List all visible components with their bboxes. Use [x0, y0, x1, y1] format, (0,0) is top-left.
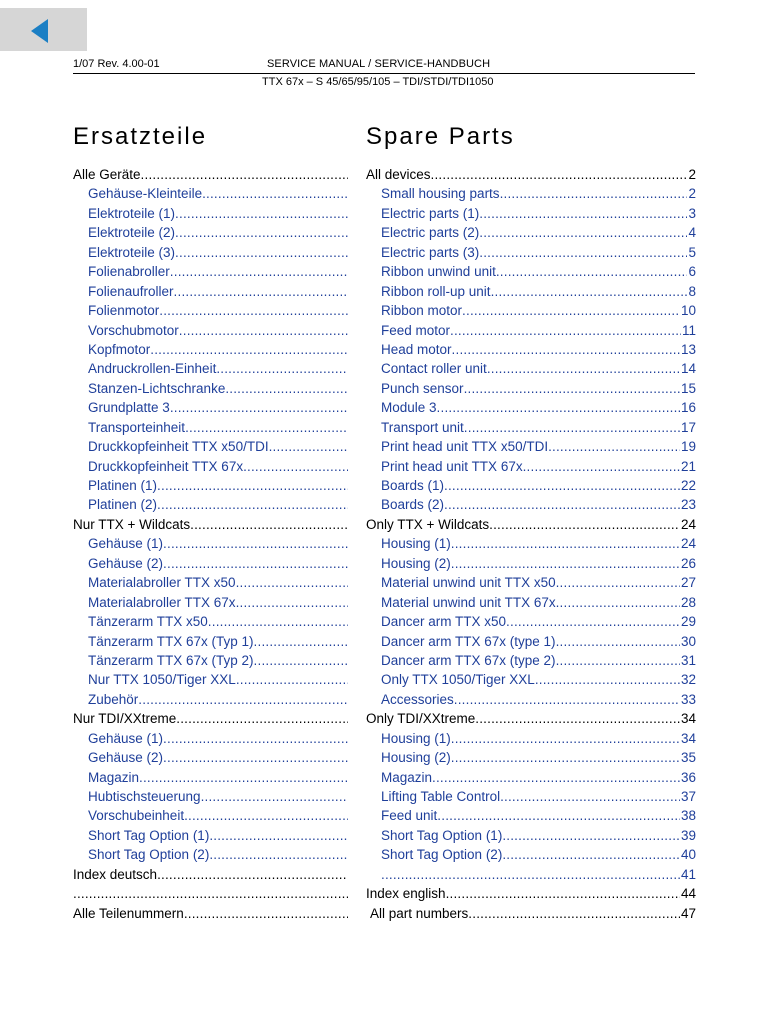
- german-toc-entry[interactable]: [73, 517, 348, 536]
- toc-entry-label: Kopfmotor: [88, 341, 151, 357]
- toc-leader-dots: [175, 206, 348, 221]
- toc-leader-dots: [556, 575, 680, 590]
- toc-entry-page: 19: [680, 439, 696, 455]
- toc-entry-page: 22: [680, 478, 696, 493]
- toc-leader-dots: [462, 303, 680, 318]
- toc-leader-dots: [489, 517, 680, 532]
- toc-leader-dots: [444, 478, 680, 493]
- english-toc-entry[interactable]: [366, 323, 696, 342]
- toc-leader-dots: [506, 614, 680, 629]
- german-toc-entry[interactable]: [73, 381, 348, 400]
- german-toc-entry[interactable]: [73, 478, 348, 497]
- toc-entry-label: Index deutsch: [73, 866, 158, 882]
- english-toc-list: [366, 167, 696, 925]
- toc-entry-page: 4: [688, 225, 696, 241]
- toc-entry-page: 24: [680, 536, 696, 552]
- english-toc-entry[interactable]: [366, 614, 696, 633]
- toc-leader-dots: [464, 420, 680, 435]
- toc-leader-dots: [446, 886, 680, 901]
- english-toc-entry[interactable]: [366, 731, 696, 750]
- english-toc-entry[interactable]: [366, 478, 696, 497]
- toc-entry-page: 33: [680, 691, 696, 707]
- english-toc-entry[interactable]: [366, 186, 696, 205]
- english-toc-entry[interactable]: [366, 847, 696, 866]
- toc-entry-label: Electric parts (3): [381, 244, 480, 260]
- toc-entry-page: 14: [680, 361, 696, 377]
- toc-entry-label: Elektroteile (2): [88, 225, 176, 241]
- german-toc-entry[interactable]: [73, 575, 348, 594]
- toc-leader-dots: [479, 245, 687, 260]
- toc-entry-page: 29: [680, 614, 696, 630]
- english-toc-entry[interactable]: [366, 459, 696, 478]
- toc-entry-page: 13: [680, 341, 696, 357]
- toc-entry-label: Accessories: [381, 691, 454, 707]
- german-toc-entry[interactable]: [73, 186, 348, 205]
- toc-entry-label: Contact roller unit: [381, 361, 487, 377]
- toc-entry-page: 31: [680, 652, 696, 668]
- toc-leader-dots: [523, 459, 680, 474]
- toc-entry-page: 15: [680, 380, 696, 396]
- toc-entry-label: Elektroteile (3): [88, 244, 176, 260]
- german-toc-entry[interactable]: [73, 536, 348, 555]
- german-toc-entry[interactable]: [73, 595, 348, 614]
- english-toc-entry[interactable]: [366, 711, 696, 730]
- toc-leader-dots: [556, 595, 680, 610]
- toc-entry-label: Transporteinheit: [88, 419, 186, 435]
- toc-entry-label: Material unwind unit TTX x50: [381, 575, 556, 591]
- toc-leader-dots: [175, 225, 348, 240]
- toc-leader-dots: [179, 323, 348, 338]
- english-toc-entry[interactable]: [366, 789, 696, 808]
- english-toc-entry[interactable]: [366, 264, 696, 283]
- toc-entry-label: Module 3: [381, 400, 437, 416]
- toc-entry-label: Tänzerarm TTX x50: [88, 614, 208, 630]
- toc-entry-label: Housing (1): [381, 536, 451, 552]
- toc-entry-label: Housing (1): [381, 730, 451, 746]
- toc-leader-dots: [556, 634, 680, 649]
- english-toc-entry[interactable]: [366, 770, 696, 789]
- toc-entry-page: 5: [688, 244, 696, 260]
- toc-leader-dots: [475, 711, 680, 726]
- english-toc-entry[interactable]: [366, 595, 696, 614]
- toc-leader-dots: [452, 342, 680, 357]
- toc-leader-dots: [269, 439, 348, 454]
- toc-entry-page: 39: [680, 827, 696, 843]
- german-toc-entry[interactable]: [73, 770, 348, 789]
- german-toc-entry[interactable]: [73, 847, 348, 866]
- toc-entry-label: Short Tag Option (1): [88, 827, 210, 843]
- toc-entry-label: Folienmotor: [88, 303, 160, 319]
- toc-leader-dots: [170, 264, 348, 279]
- toc-leader-dots: [491, 284, 688, 299]
- german-toc-entry[interactable]: [73, 711, 348, 730]
- toc-entry-label: Druckkopfeinheit TTX x50/TDI: [88, 439, 269, 455]
- back-button[interactable]: [0, 8, 87, 51]
- toc-leader-dots: [209, 847, 348, 862]
- toc-entry-label: Nur TDI/XXtreme: [73, 711, 177, 727]
- toc-entry-page: 6: [688, 264, 696, 280]
- english-toc-entry[interactable]: [366, 672, 696, 691]
- german-toc-entry[interactable]: [73, 245, 348, 264]
- manual-subtitle: TTX 67x – S 45/65/95/105 – TDI/STDI/TDI1050: [262, 76, 494, 88]
- german-toc-entry[interactable]: [73, 672, 348, 691]
- toc-entry-label: Housing (2): [381, 750, 451, 766]
- english-toc-entry[interactable]: [366, 400, 696, 419]
- toc-leader-dots: [243, 459, 348, 474]
- toc-leader-dots: [208, 614, 348, 629]
- toc-entry-label: Alle Geräte: [73, 167, 141, 182]
- german-toc-entry[interactable]: [73, 692, 348, 711]
- english-toc-entry[interactable]: [366, 420, 696, 439]
- toc-leader-dots: [431, 167, 688, 182]
- toc-leader-dots: [479, 225, 687, 240]
- german-toc-entry[interactable]: [73, 886, 348, 905]
- toc-leader-dots: [381, 867, 680, 882]
- toc-entry-label: Materialabroller TTX x50: [88, 575, 236, 591]
- english-toc: [366, 122, 696, 925]
- german-toc-entry[interactable]: [73, 420, 348, 439]
- toc-leader-dots: [170, 400, 348, 415]
- toc-entry-page: 24: [680, 516, 696, 532]
- toc-leader-dots: [176, 711, 348, 726]
- german-toc-entry[interactable]: [73, 264, 348, 283]
- toc-leader-dots: [174, 284, 348, 299]
- toc-leader-dots: [254, 653, 348, 668]
- toc-entry-page: 47: [680, 905, 696, 921]
- german-toc-entry[interactable]: [73, 206, 348, 225]
- german-toc-entry[interactable]: [73, 225, 348, 244]
- toc-entry-label: Magazin: [88, 769, 140, 785]
- toc-entry-label: Folienaufroller: [88, 283, 174, 299]
- english-toc-entry[interactable]: [366, 750, 696, 769]
- english-toc-entry[interactable]: [366, 381, 696, 400]
- toc-leader-dots: [236, 672, 348, 687]
- english-toc-entry[interactable]: [366, 206, 696, 225]
- toc-leader-dots: [184, 808, 348, 823]
- toc-leader-dots: [451, 556, 680, 571]
- toc-leader-dots: [163, 556, 348, 571]
- toc-leader-dots: [201, 789, 348, 804]
- toc-entry-label: Tänzerarm TTX 67x (Typ 2): [88, 652, 254, 668]
- toc-entry-label: Nur TTX + Wildcats: [73, 516, 191, 532]
- toc-entry-label: Platinen (1): [88, 478, 158, 493]
- german-toc-entry[interactable]: [73, 556, 348, 575]
- english-toc-entry[interactable]: [366, 303, 696, 322]
- toc-entry-page: 28: [680, 594, 696, 610]
- toc-entry-page: 40: [680, 847, 696, 863]
- toc-entry-page: 21: [680, 458, 696, 474]
- toc-entry-label: Nur TTX 1050/Tiger XXL: [88, 672, 236, 688]
- german-toc-entry[interactable]: [73, 808, 348, 827]
- toc-entry-label: Short Tag Option (1): [381, 827, 503, 843]
- toc-entry-label: Lifting Table Control: [381, 789, 501, 804]
- toc-entry-page: 2: [688, 167, 696, 182]
- toc-entry-page: 3: [688, 205, 696, 221]
- toc-entry-label: Dancer arm TTX x50: [381, 614, 507, 630]
- toc-entry-label: Folienabroller: [88, 264, 170, 280]
- english-toc-entry[interactable]: [366, 886, 696, 905]
- toc-entry-label: Stanzen-Lichtschranke: [88, 380, 226, 396]
- toc-entry-label: Andruckrollen-Einheit: [88, 361, 217, 377]
- toc-entry-label: Vorschubeinheit: [88, 808, 185, 824]
- english-toc-entry[interactable]: [366, 556, 696, 575]
- toc-leader-dots: [432, 770, 680, 785]
- german-toc-entry[interactable]: [73, 167, 348, 186]
- toc-entry-page: 23: [680, 497, 696, 513]
- toc-entry-label: Short Tag Option (2): [381, 847, 503, 863]
- toc-leader-dots: [236, 595, 348, 610]
- toc-entry-label: Ribbon unwind unit: [381, 264, 496, 280]
- toc-entry-label: Housing (2): [381, 555, 451, 571]
- toc-leader-dots: [157, 867, 348, 882]
- toc-leader-dots: [444, 497, 680, 512]
- toc-entry-label: Gehäuse (2): [88, 555, 164, 571]
- english-toc-entry[interactable]: [366, 828, 696, 847]
- english-toc-entry[interactable]: [366, 692, 696, 711]
- toc-entry-label: Elektroteile (1): [88, 205, 176, 221]
- german-toc-entry[interactable]: [73, 906, 348, 925]
- english-toc-entry[interactable]: [366, 497, 696, 516]
- toc-entry-label: Head motor: [381, 341, 452, 357]
- toc-leader-dots: [502, 828, 680, 843]
- toc-entry-label: Short Tag Option (2): [88, 847, 210, 863]
- toc-entry-label: Feed motor: [381, 322, 451, 338]
- toc-leader-dots: [502, 847, 680, 862]
- german-toc-entry[interactable]: [73, 867, 348, 886]
- toc-entry-label: Platinen (2): [88, 497, 158, 513]
- toc-entry-page: 17: [680, 419, 696, 435]
- toc-leader-dots: [468, 906, 680, 921]
- toc-leader-dots: [464, 381, 680, 396]
- toc-leader-dots: [190, 517, 348, 532]
- toc-entry-label: Boards (2): [381, 497, 445, 513]
- toc-entry-page: 41: [680, 866, 696, 882]
- toc-leader-dots: [138, 692, 348, 707]
- toc-entry-label: Gehäuse (2): [88, 750, 164, 766]
- toc-entry-page: 36: [680, 769, 696, 785]
- toc-entry-label: Gehäuse (1): [88, 730, 164, 746]
- toc-leader-dots: [139, 770, 348, 785]
- toc-leader-dots: [184, 906, 348, 921]
- german-toc-list: [73, 167, 348, 925]
- toc-entry-label: Index english: [366, 886, 446, 902]
- toc-entry-label: Only TTX + Wildcats: [366, 516, 490, 532]
- toc-entry-label: Dancer arm TTX 67x (type 1): [381, 633, 556, 649]
- german-toc-entry[interactable]: [73, 284, 348, 303]
- english-toc-entry[interactable]: [366, 284, 696, 303]
- toc-entry-page: 44: [680, 886, 696, 902]
- german-toc-entry[interactable]: [73, 342, 348, 361]
- toc-leader-dots: [254, 634, 348, 649]
- toc-entry-label: Print head unit TTX x50/TDI: [381, 439, 549, 455]
- toc-leader-dots: [454, 692, 680, 707]
- toc-entry-label: Ribbon motor: [381, 303, 463, 319]
- english-toc-entry[interactable]: [366, 634, 696, 653]
- toc-leader-dots: [451, 731, 680, 746]
- toc-leader-dots: [225, 381, 348, 396]
- toc-leader-dots: [556, 653, 680, 668]
- toc-leader-dots: [150, 342, 348, 357]
- english-toc-entry[interactable]: [366, 808, 696, 827]
- german-toc-entry[interactable]: [73, 497, 348, 516]
- toc-leader-dots: [157, 478, 348, 493]
- toc-entry-label: Feed unit: [381, 808, 438, 824]
- toc-entry-label: Print head unit TTX 67x: [381, 458, 523, 474]
- german-toc-entry[interactable]: [73, 323, 348, 342]
- toc-leader-dots: [141, 167, 348, 182]
- toc-entry-label: Punch sensor: [381, 380, 464, 396]
- german-toc: [73, 122, 348, 925]
- toc-leader-dots: [437, 400, 680, 415]
- toc-entry-label: Material unwind unit TTX 67x: [381, 594, 556, 610]
- english-toc-entry[interactable]: [366, 167, 696, 186]
- toc-leader-dots: [451, 750, 680, 765]
- german-toc-entry[interactable]: [73, 361, 348, 380]
- toc-leader-dots: [175, 245, 348, 260]
- toc-leader-dots: [548, 439, 680, 454]
- toc-leader-dots: [216, 361, 348, 376]
- header-divider: [73, 73, 695, 74]
- english-toc-entry[interactable]: [366, 439, 696, 458]
- english-toc-entry[interactable]: [366, 342, 696, 361]
- toc-leader-dots: [479, 206, 687, 221]
- toc-entry-page: 2: [688, 186, 696, 202]
- toc-entry-label: Vorschubmotor: [88, 322, 179, 338]
- toc-leader-dots: [163, 731, 348, 746]
- toc-entry-label: All devices: [366, 167, 431, 182]
- toc-leader-dots: [157, 497, 348, 512]
- toc-entry-label: Gehäuse (1): [88, 536, 164, 552]
- german-toc-entry[interactable]: [73, 828, 348, 847]
- english-toc-entry[interactable]: [366, 536, 696, 555]
- toc-entry-label: Magazin: [381, 769, 433, 785]
- toc-entry-label: Ribbon roll-up unit: [381, 283, 491, 299]
- revision-label: 1/07 Rev. 4.00-01: [73, 58, 160, 70]
- toc-leader-dots: [73, 886, 348, 901]
- toc-leader-dots: [500, 186, 688, 201]
- german-toc-entry[interactable]: [73, 750, 348, 769]
- toc-entry-page: 32: [680, 672, 696, 688]
- german-toc-entry[interactable]: [73, 731, 348, 750]
- toc-entry-label: Only TDI/XXtreme: [366, 711, 476, 727]
- english-toc-entry[interactable]: [366, 245, 696, 264]
- english-toc-entry[interactable]: [366, 867, 696, 886]
- german-toc-entry[interactable]: [73, 439, 348, 458]
- toc-leader-dots: [450, 323, 681, 338]
- english-toc-entry[interactable]: [366, 225, 696, 244]
- toc-entry-label: Zubehör: [88, 691, 139, 707]
- toc-leader-dots: [535, 672, 680, 687]
- toc-leader-dots: [437, 808, 680, 823]
- toc-entry-page: 37: [680, 789, 696, 804]
- toc-leader-dots: [163, 536, 348, 551]
- toc-entry-label: Alle Teilenummern: [73, 905, 184, 921]
- toc-entry-page: 38: [680, 808, 696, 824]
- english-toc-entry[interactable]: [366, 653, 696, 672]
- toc-leader-dots: [163, 750, 348, 765]
- toc-entry-page: 34: [680, 711, 696, 727]
- english-toc-entry[interactable]: [366, 575, 696, 594]
- toc-entry-page: 27: [680, 575, 696, 591]
- german-toc-entry[interactable]: [73, 634, 348, 653]
- toc-entry-page: 26: [680, 555, 696, 571]
- toc-entry-label: Gehäuse-Kleinteile: [88, 186, 203, 202]
- toc-entry-label: Only TTX 1050/Tiger XXL: [381, 672, 535, 688]
- toc-entry-label: Boards (1): [381, 478, 445, 493]
- toc-entry-page: 11: [681, 322, 696, 338]
- german-toc-entry[interactable]: [73, 789, 348, 808]
- toc-entry-label: Small housing parts: [381, 186, 500, 202]
- german-toc-entry[interactable]: [73, 400, 348, 419]
- toc-entry-label: Hubtischsteuerung: [88, 789, 201, 804]
- english-toc-entry[interactable]: [366, 517, 696, 536]
- manual-title: SERVICE MANUAL / SERVICE-HANDBUCH: [267, 58, 491, 70]
- toc-entry-label: Dancer arm TTX 67x (type 2): [381, 652, 556, 668]
- toc-entry-label: Grundplatte 3: [88, 400, 170, 416]
- toc-entry-page: 35: [680, 750, 696, 766]
- german-toc-entry[interactable]: [73, 614, 348, 633]
- german-toc-entry[interactable]: [73, 653, 348, 672]
- toc-leader-dots: [496, 264, 688, 279]
- toc-entry-page: 10: [680, 303, 696, 319]
- english-toc-entry[interactable]: [366, 906, 696, 925]
- toc-entry-label: Electric parts (2): [381, 225, 480, 241]
- german-toc-entry[interactable]: [73, 459, 348, 478]
- toc-entry-label: Materialabroller TTX 67x: [88, 594, 236, 610]
- toc-leader-dots: [185, 420, 348, 435]
- english-heading: Spare Parts: [366, 123, 515, 150]
- toc-leader-dots: [209, 828, 348, 843]
- toc-entry-label: Electric parts (1): [381, 205, 480, 221]
- toc-leader-dots: [451, 536, 680, 551]
- toc-leader-dots: [236, 575, 348, 590]
- toc-entry-label: All part numbers: [370, 905, 469, 921]
- toc-entry-page: 8: [688, 283, 696, 299]
- back-arrow-icon: [31, 19, 51, 43]
- toc-leader-dots: [500, 789, 680, 804]
- toc-leader-dots: [487, 361, 680, 376]
- toc-entry-page: 16: [680, 400, 696, 416]
- toc-entry-page: 30: [680, 633, 696, 649]
- toc-leader-dots: [159, 303, 348, 318]
- toc-leader-dots: [202, 186, 348, 201]
- toc-entry-label: Tänzerarm TTX 67x (Typ 1): [88, 633, 254, 649]
- german-heading: Ersatzteile: [73, 123, 208, 150]
- toc-entry-label: Druckkopfeinheit TTX 67x: [88, 458, 244, 474]
- toc-entry-label: Transport unit: [381, 419, 464, 435]
- german-toc-entry[interactable]: [73, 303, 348, 322]
- toc-entry-page: 34: [680, 730, 696, 746]
- english-toc-entry[interactable]: [366, 361, 696, 380]
